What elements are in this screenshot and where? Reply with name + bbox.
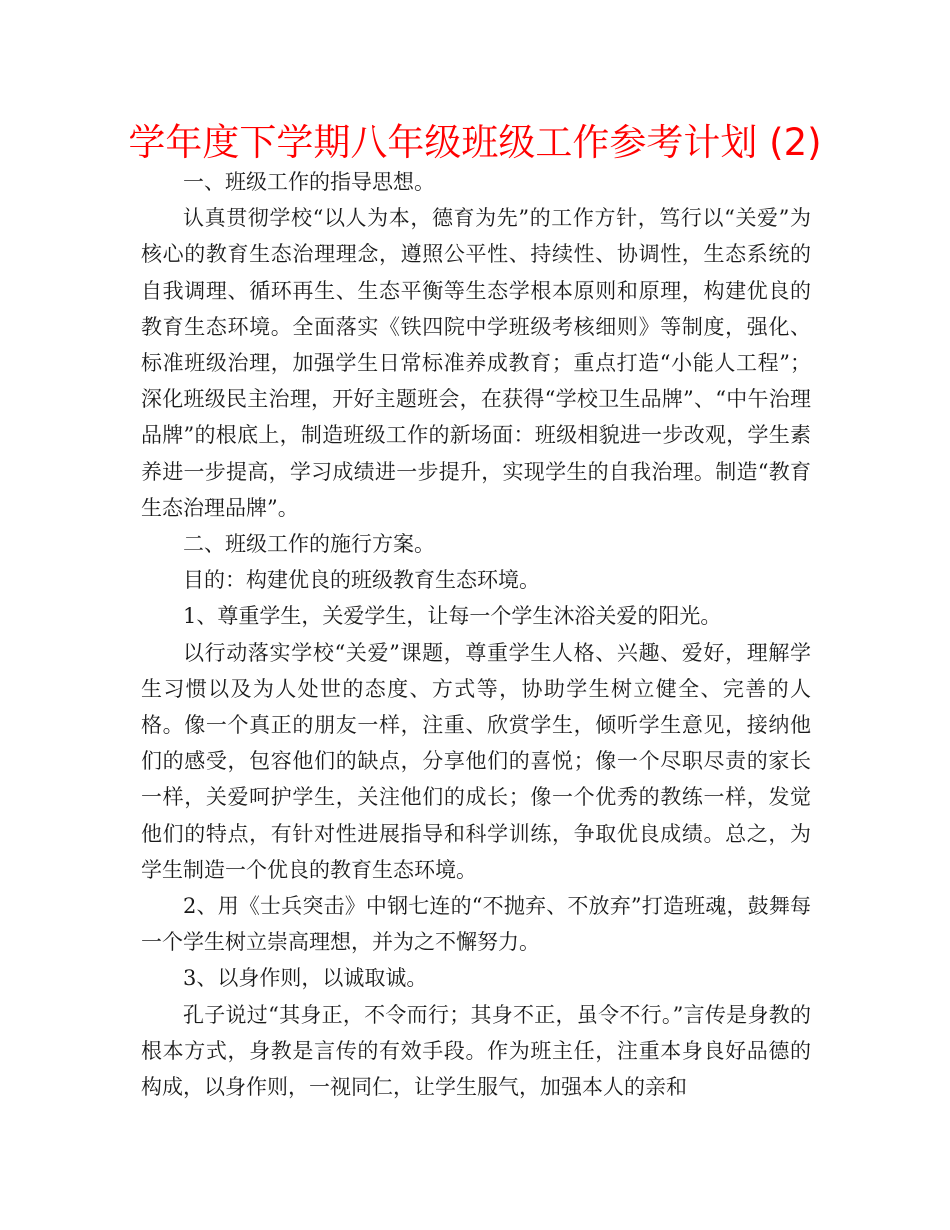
- paragraph-respect-students: 以行动落实学校“关爱”课题，尊重学生人格、兴趣、爱好，理解学生习惯以及为人处世的态度、方式等，协助学生树立健全、完善的人格。像一个真正的朋友一样，注重、欣赏学生，倾听学生意见，接纳他们的感受，包容他们的缺点，分享他们的喜悦；像一个尽职尽责的家长一样，关爱呵护学生，关注他们的成长；像一个优秀的教练一样，发觉他们的特点，有针对性进展指导和科学训练，争取优良成绩。总之，为学生制造一个优良的教育生态环境。: [141, 640, 811, 882]
- paragraph-goal: 目的：构建优良的班级教育生态环境。: [183, 568, 540, 593]
- item-class-spirit: 2、用《士兵突击》中钢七连的“不抛弃、不放弃”打造班魂，鼓舞每一个学生树立崇高理想，并为之不懈努力。: [141, 894, 811, 955]
- section-heading-guiding-ideology: 一、班级工作的指导思想。: [183, 170, 435, 194]
- paragraph-guiding-ideology: 认真贯彻学校“以人为本，德育为先”的工作方针，笃行以“关爱”为核心的教育生态治理理念，遵照公平性、持续性、协调性，生态系统的自我调理、循环再生、生态平衡等生态学根本原则和原理，构建优良的教育生态环境。全面落实《铁四院中学班级考核细则》等制度，强化、标准班级治理，加强学生日常标准养成教育；重点打造“小能人工程”；深化班级民主治理，开好主题班会，在获得“学校卫生品牌”、“中午治理品牌”的根底上，制造班级工作的新场面：班级相貌进一步改观，学生素养进一步提高，学习成绩进一步提升，实现学生的自我治理。制造“教育生态治理品牌”。: [141, 206, 811, 520]
- section-heading-implementation-plan: 二、班级工作的施行方案。: [183, 532, 435, 557]
- item-heading-respect-students: 1、尊重学生，关爱学生，让每一个学生沐浴关爱的阳光。: [183, 604, 722, 629]
- document-title: 学年度下学期八年级班级工作参考计划 (2): [128, 121, 822, 164]
- item-heading-lead-by-example: 3、以身作则，以诚取诚。: [183, 966, 428, 991]
- document-body: [141, 164, 811, 1105]
- paragraph-lead-by-example: 孔子说过“其身正，不令而行；其身不正，虽令不行。”言传是身教的根本方式，身教是言传的有效手段。作为班主任，注重本身良好品德的构成，以身作则，一视同仁，让学生服气，加强本人的亲和: [141, 1002, 811, 1100]
